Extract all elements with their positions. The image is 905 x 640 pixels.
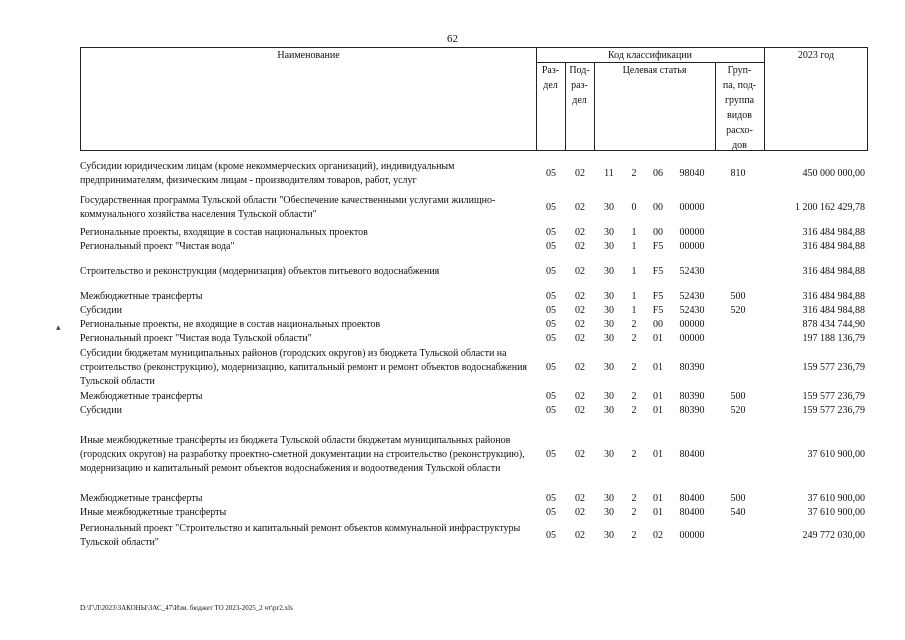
row-subsection: 02 — [575, 391, 585, 402]
row-group: 520 — [730, 305, 746, 316]
row-target-3: F5 — [652, 241, 664, 252]
header-name: Наименование — [277, 50, 340, 61]
page-number: 62 — [447, 33, 458, 45]
row-section: 05 — [546, 391, 556, 402]
row-amount: 1 200 162 429,78 — [795, 202, 865, 213]
row-subsection: 02 — [575, 305, 585, 316]
row-amount: 878 434 744,90 — [802, 319, 865, 330]
row-target-4: 80400 — [679, 507, 705, 518]
row-name: Региональный проект "Чистая вода Тульской области" — [80, 333, 312, 344]
row-target-2: 2 — [631, 449, 637, 460]
row-amount: 316 484 984,88 — [802, 227, 865, 238]
row-name: Иные межбюджетные трансферты из бюджета Тульской области бюджетам муниципальных районов (городских округов) на разработку проектно-сметной документации на строительство (реконструкцию), модернизацию и капитальный ремонт объектов водоснабжения и водоотведения Тульской области — [80, 435, 525, 474]
table-row — [80, 254, 870, 290]
row-amount: 159 577 236,79 — [802, 362, 865, 373]
row-section: 05 — [546, 319, 556, 330]
row-amount: 316 484 984,88 — [802, 266, 865, 277]
row-target-3: F5 — [652, 305, 664, 316]
row-group: 500 — [730, 291, 746, 302]
table-row — [80, 290, 870, 304]
table-row — [80, 318, 870, 332]
table-row — [80, 226, 870, 240]
row-target-4: 00000 — [679, 227, 705, 238]
row-name: Субсидии — [80, 405, 122, 416]
row-target-4: 00000 — [679, 530, 705, 541]
row-section: 05 — [546, 507, 556, 518]
row-target-1: 30 — [604, 319, 614, 330]
row-target-1: 30 — [604, 449, 614, 460]
row-section: 05 — [546, 449, 556, 460]
row-target-4: 98040 — [679, 168, 705, 179]
row-target-4: 00000 — [679, 333, 705, 344]
row-group: 520 — [730, 405, 746, 416]
header-section: Раз- дел — [541, 65, 560, 91]
row-section: 05 — [546, 241, 556, 252]
row-name: Региональные проекты, входящие в состав национальных проектов — [80, 227, 368, 238]
table-row — [80, 506, 870, 520]
row-name: Межбюджетные трансферты — [80, 493, 203, 504]
row-section: 05 — [546, 291, 556, 302]
table-row — [80, 304, 870, 318]
row-target-2: 2 — [631, 405, 637, 416]
row-name: Региональный проект "Строительство и капитальный ремонт объектов коммунальной инфраструктуры Тульской области" — [80, 523, 521, 548]
row-group: 500 — [730, 493, 746, 504]
row-target-3: F5 — [652, 291, 664, 302]
row-target-2: 1 — [631, 305, 637, 316]
row-target-2: 2 — [631, 391, 637, 402]
row-group: 540 — [730, 507, 746, 518]
row-group: 500 — [730, 391, 746, 402]
row-target-3: 01 — [653, 391, 663, 402]
row-section: 05 — [546, 405, 556, 416]
row-target-1: 30 — [604, 530, 614, 541]
row-amount: 249 772 030,00 — [802, 530, 865, 541]
row-target-1: 30 — [604, 493, 614, 504]
row-target-4: 80390 — [679, 362, 705, 373]
table-row — [80, 190, 870, 226]
row-amount: 37 610 900,00 — [807, 507, 865, 518]
row-target-4: 00000 — [679, 319, 705, 330]
row-section: 05 — [546, 266, 556, 277]
row-target-4: 52430 — [679, 305, 705, 316]
row-subsection: 02 — [575, 493, 585, 504]
row-name: Субсидии юридическим лицам (кроме некоммерческих организаций), индивидуальным предпринимателям, физическим лицам - производителям товаров, работ, услуг — [80, 161, 455, 186]
row-name: Межбюджетные трансферты — [80, 391, 203, 402]
table-row — [80, 158, 870, 190]
row-name: Государственная программа Тульской области "Обеспечение качественными услугами жилищно-коммунального хозяйства населения Тульской области" — [80, 195, 496, 220]
row-subsection: 02 — [575, 319, 585, 330]
row-target-1: 30 — [604, 305, 614, 316]
table-row — [80, 492, 870, 506]
row-target-4: 00000 — [679, 241, 705, 252]
row-subsection: 02 — [575, 449, 585, 460]
row-target-2: 2 — [631, 507, 637, 518]
table-row — [80, 240, 870, 254]
row-target-4: 52430 — [679, 291, 705, 302]
row-target-4: 80400 — [679, 493, 705, 504]
header-group: Груп- па, под- группа видов расхо- дов — [722, 65, 757, 151]
table-row — [80, 390, 870, 404]
row-section: 05 — [546, 493, 556, 504]
row-target-2: 1 — [631, 266, 637, 277]
row-target-3: F5 — [652, 266, 664, 277]
row-target-2: 2 — [631, 493, 637, 504]
row-amount: 316 484 984,88 — [802, 241, 865, 252]
row-target-2: 2 — [631, 319, 637, 330]
row-target-2: 1 — [631, 291, 637, 302]
row-section: 05 — [546, 168, 556, 179]
row-target-2: 1 — [631, 241, 637, 252]
row-subsection: 02 — [575, 202, 585, 213]
row-target-3: 02 — [653, 530, 663, 541]
row-section: 05 — [546, 362, 556, 373]
row-name: Субсидии бюджетам муниципальных районов (городских округов) из бюджета Тульской области на строительство (реконструкцию), модернизацию, капитальный ремонт и ремонт объектов водоснабжения Тульской области — [80, 348, 528, 387]
header-target-article: Целевая статья — [622, 65, 687, 76]
row-amount: 159 577 236,79 — [802, 405, 865, 416]
table-row — [80, 332, 870, 346]
row-target-2: 2 — [631, 530, 637, 541]
row-target-1: 30 — [604, 507, 614, 518]
header-subsection: Под- раз- дел — [569, 65, 590, 106]
row-target-3: 01 — [653, 507, 663, 518]
row-target-3: 00 — [653, 227, 663, 238]
table-header — [80, 47, 868, 151]
row-section: 05 — [546, 227, 556, 238]
row-name: Региональный проект "Чистая вода" — [80, 241, 235, 252]
row-amount: 159 577 236,79 — [802, 391, 865, 402]
row-name: Межбюджетные трансферты — [80, 291, 203, 302]
row-target-3: 00 — [653, 319, 663, 330]
row-target-4: 80400 — [679, 449, 705, 460]
row-target-3: 01 — [653, 405, 663, 416]
row-section: 05 — [546, 530, 556, 541]
row-name: Региональные проекты, не входящие в состав национальных проектов — [80, 319, 381, 330]
row-amount: 450 000 000,00 — [802, 168, 865, 179]
row-section: 05 — [546, 202, 556, 213]
row-subsection: 02 — [575, 333, 585, 344]
row-subsection: 02 — [575, 405, 585, 416]
row-name: Строительство и реконструкция (модернизация) объектов питьевого водоснабжения — [80, 266, 440, 277]
row-subsection: 02 — [575, 507, 585, 518]
row-target-2: 2 — [631, 168, 637, 179]
row-target-3: 01 — [653, 333, 663, 344]
row-target-4: 80390 — [679, 405, 705, 416]
row-target-1: 30 — [604, 227, 614, 238]
row-section: 05 — [546, 305, 556, 316]
row-target-2: 0 — [631, 202, 637, 213]
row-target-2: 2 — [631, 333, 637, 344]
row-subsection: 02 — [575, 291, 585, 302]
row-target-4: 52430 — [679, 266, 705, 277]
row-subsection: 02 — [575, 362, 585, 373]
scan-mark: ▴ — [56, 322, 61, 332]
row-target-1: 30 — [604, 391, 614, 402]
table-row — [80, 346, 870, 390]
row-group: 810 — [730, 168, 746, 179]
row-target-3: 06 — [653, 168, 663, 179]
row-name: Иные межбюджетные трансферты — [80, 507, 227, 518]
row-section: 05 — [546, 333, 556, 344]
row-subsection: 02 — [575, 241, 585, 252]
row-target-1: 30 — [604, 291, 614, 302]
row-target-1: 11 — [604, 168, 614, 179]
row-target-3: 00 — [653, 202, 663, 213]
row-target-1: 30 — [604, 362, 614, 373]
row-name: Субсидии — [80, 305, 122, 316]
row-subsection: 02 — [575, 227, 585, 238]
header-classification: Код классификации — [607, 50, 693, 61]
row-amount: 316 484 984,88 — [802, 305, 865, 316]
row-target-1: 30 — [604, 241, 614, 252]
row-target-2: 2 — [631, 362, 637, 373]
row-amount: 197 188 136,79 — [802, 333, 865, 344]
row-target-4: 00000 — [679, 202, 705, 213]
row-subsection: 02 — [575, 168, 585, 179]
table-row — [80, 520, 870, 552]
row-target-3: 01 — [653, 362, 663, 373]
row-amount: 316 484 984,88 — [802, 291, 865, 302]
row-target-1: 30 — [604, 333, 614, 344]
row-target-2: 1 — [631, 227, 637, 238]
table-body — [80, 158, 870, 552]
row-target-3: 01 — [653, 493, 663, 504]
file-path-footer: D:\Г\Л\2023\ЗАКОНЫ\ЗАС_47\Изм. бюджет ТО 2023-2025_2 чт\рг2.xls — [80, 604, 293, 612]
row-amount: 37 610 900,00 — [807, 493, 865, 504]
row-target-1: 30 — [604, 202, 614, 213]
row-subsection: 02 — [575, 266, 585, 277]
row-target-1: 30 — [604, 405, 614, 416]
row-target-3: 01 — [653, 449, 663, 460]
row-target-4: 80390 — [679, 391, 705, 402]
row-target-1: 30 — [604, 266, 614, 277]
table-row — [80, 418, 870, 492]
row-amount: 37 610 900,00 — [807, 449, 865, 460]
table-row — [80, 404, 870, 418]
row-subsection: 02 — [575, 530, 585, 541]
header-year: 2023 год — [797, 50, 835, 61]
